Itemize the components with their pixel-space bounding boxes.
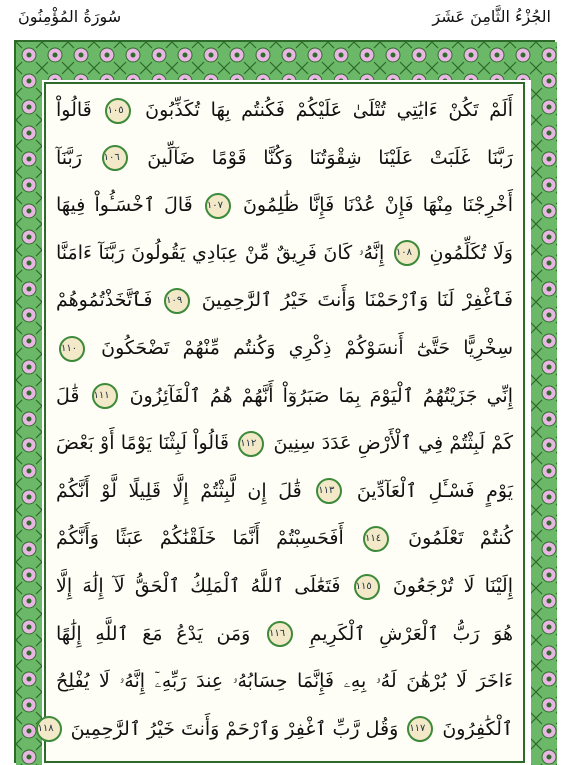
- verse-number-marker: ١١٣: [316, 478, 342, 504]
- verse-number-marker: ١٠٩: [164, 288, 190, 314]
- verse-text: قَالُواْ لَبِثْنَا يَوْمًا أَوْ بَعْضَ: [56, 432, 229, 455]
- text-line: [56, 423, 513, 463]
- text-line: [56, 328, 513, 368]
- text-line: [56, 661, 513, 701]
- verse-text: وَقُل رَّبِّ ٱغْفِرْ وَٱرْحَمْ وَأَنتَ خَيْرُ ٱلرَّٰحِمِينَ: [64, 717, 399, 740]
- verse-text: أَخْرِجْنَا مِنْهَا فَإِنْ عُدْنَا فَإِنَّا ظَٰلِمُونَ: [233, 194, 514, 217]
- verse-number-marker: ١١٦: [267, 621, 293, 647]
- verse-text: كُنتُمْ تَعْلَمُونَ: [391, 527, 513, 550]
- text-line: [56, 376, 513, 416]
- verse-text: يَوْمٍ فَسْـَٔلِ ٱلْعَآدِّينَ: [345, 479, 513, 502]
- juz-title: الجُزْءُ الثَّامِنَ عَشَرَ: [432, 7, 551, 26]
- verse-number-marker: ١١٨: [36, 716, 62, 742]
- verse-number-marker: ١١٢: [238, 431, 264, 457]
- text-line: [56, 280, 513, 320]
- text-line: [56, 471, 513, 511]
- verse-text: فَتَعَٰلَى ٱللَّهُ ٱلْمَلِكُ ٱلْحَقُّ لَآ إِلَٰهَ إِلَّا: [56, 575, 341, 597]
- verse-text: قَالُواْ: [56, 99, 92, 121]
- verse-text: هُوَ رَبُّ ٱلْعَرْشِ ٱلْكَرِيمِ: [295, 622, 514, 645]
- text-line: [56, 614, 513, 654]
- verse-number-marker: ١١١: [92, 383, 118, 409]
- verse-text: كَمْ لَبِثْتُمْ فِي ٱلْأَرْضِ عَدَدَ سِنِينَ: [267, 432, 513, 455]
- surah-title: سُورَةُ المُؤْمِنُونَ: [18, 7, 122, 26]
- verse-text: إِلَيْنَا لَا تُرْجَعُونَ: [382, 575, 513, 597]
- verse-number-marker: ١١٥: [354, 574, 380, 600]
- verse-text: وَمَن يَدْعُ مَعَ ٱللَّهِ إِلَٰهًا: [56, 622, 251, 645]
- verse-text: قَالَ ٱخْسَـُٔواْ فِيهَا: [56, 194, 193, 217]
- verse-text: أَفَحَسِبْتُمْ أَنَّمَا خَلَقْنَٰكُمْ عَبَثًا وَأَنَّكُمْ: [56, 527, 344, 550]
- verse-number-marker: ١٠٥: [105, 98, 131, 124]
- text-line: [56, 185, 513, 225]
- verse-number-marker: ١١٧: [407, 716, 433, 742]
- verse-text: فَٱغْفِرْ لَنَا وَٱرْحَمْنَا وَأَنتَ خَيْرُ ٱلرَّٰحِمِينَ: [193, 289, 513, 312]
- verse-text: وَلَا تُكَلِّمُونِ: [422, 241, 513, 264]
- verse-number-marker: ١٠٧: [205, 193, 231, 219]
- page-header: [0, 0, 569, 36]
- verse-text: رَبَّنَا غَلَبَتْ عَلَيْنَا شِقْوَتُنَا وَكُنَّا قَوْمًا ضَآلِّينَ: [130, 146, 513, 169]
- verse-number-marker: ١٠٨: [394, 240, 420, 266]
- text-line: [56, 233, 513, 273]
- verse-text: فَٱتَّخَذْتُمُوهُمْ: [56, 289, 153, 312]
- verse-text: ءَاخَرَ لَا بُرْهَٰنَ لَهُۥ بِهِۦ فَإِنَّمَا حِسَابُهُۥ عِندَ رَبِّهِۦٓ إِنَّهُۥ لَا يُفْلِحُ: [56, 670, 513, 693]
- text-page: [37, 82, 525, 763]
- verse-text: قَٰلَ: [56, 384, 80, 407]
- verse-text: ٱلْكَٰفِرُونَ: [436, 717, 513, 740]
- text-line: [56, 138, 513, 178]
- text-line: [56, 90, 513, 130]
- verse-number-marker: ١١٠: [59, 336, 85, 362]
- verse-text: أَلَمْ تَكُنْ ءَايَٰتِي تُتْلَىٰ عَلَيْكُمْ فَكُنتُم بِهَا تُكَذِّبُونَ: [134, 99, 513, 121]
- verse-text: إِنَّهُۥ كَانَ فَرِيقٌ مِّنْ عِبَادِي يَقُولُونَ رَبَّنَآ ءَامَنَّا: [56, 241, 385, 264]
- verse-text: سِخْرِيًّا حَتَّىٰٓ أَنسَوْكُمْ ذِكْرِي وَكُنتُم مِّنْهُمْ تَضْحَكُونَ: [88, 337, 513, 359]
- verse-text: رَبَّنَآ: [56, 146, 82, 169]
- text-line: [37, 709, 513, 749]
- verse-text: قَٰلَ إِن لَّبِثْتُمْ إِلَّا قَلِيلًا لَّوْ أَنَّكُمْ: [56, 479, 302, 502]
- verse-number-marker: ١٠٦: [102, 145, 128, 171]
- verse-number-marker: ١١٤: [363, 526, 389, 552]
- text-line: [56, 518, 513, 558]
- verse-text: إِنِّي جَزَيْتُهُمُ ٱلْيَوْمَ بِمَا صَبَرُوٓاْ أَنَّهُمْ هُمُ ٱلْفَآئِزُونَ: [120, 384, 513, 407]
- text-line: [56, 566, 513, 606]
